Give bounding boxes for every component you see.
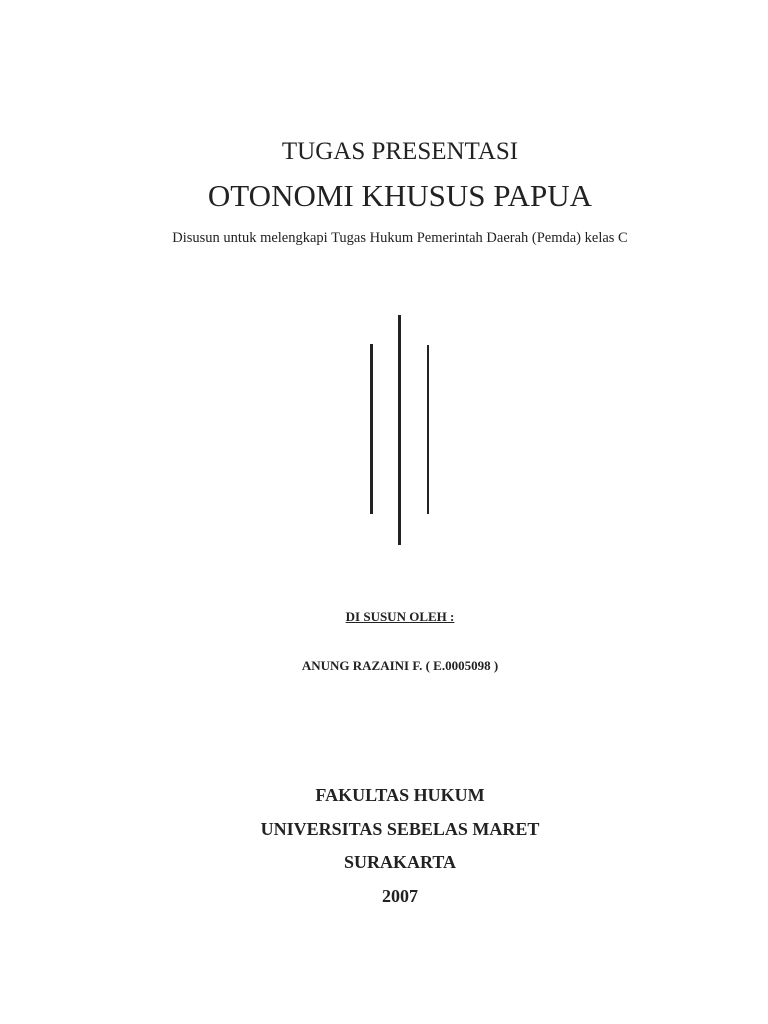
faculty-name: FAKULTAS HUKUM — [315, 785, 485, 805]
document-subtitle: Disusun untuk melengkapi Tugas Hukum Pemerintah Daerah (Pemda) kelas C — [172, 230, 628, 246]
year: 2007 — [382, 886, 418, 906]
document-type: TUGAS PRESENTASI — [281, 138, 519, 165]
ornament-line-right — [427, 345, 429, 514]
document-title: OTONOMI KHUSUS PAPUA — [207, 178, 593, 213]
university-name: UNIVERSITAS SEBELAS MARET — [260, 819, 540, 839]
author-name: ANUNG RAZAINI F. ( E.0005098 ) — [301, 658, 499, 673]
author-heading: DI SUSUN OLEH : — [345, 609, 455, 624]
ornament-line-center — [398, 315, 401, 545]
ornament-line-left — [370, 344, 373, 514]
city-name: SURAKARTA — [343, 852, 457, 872]
